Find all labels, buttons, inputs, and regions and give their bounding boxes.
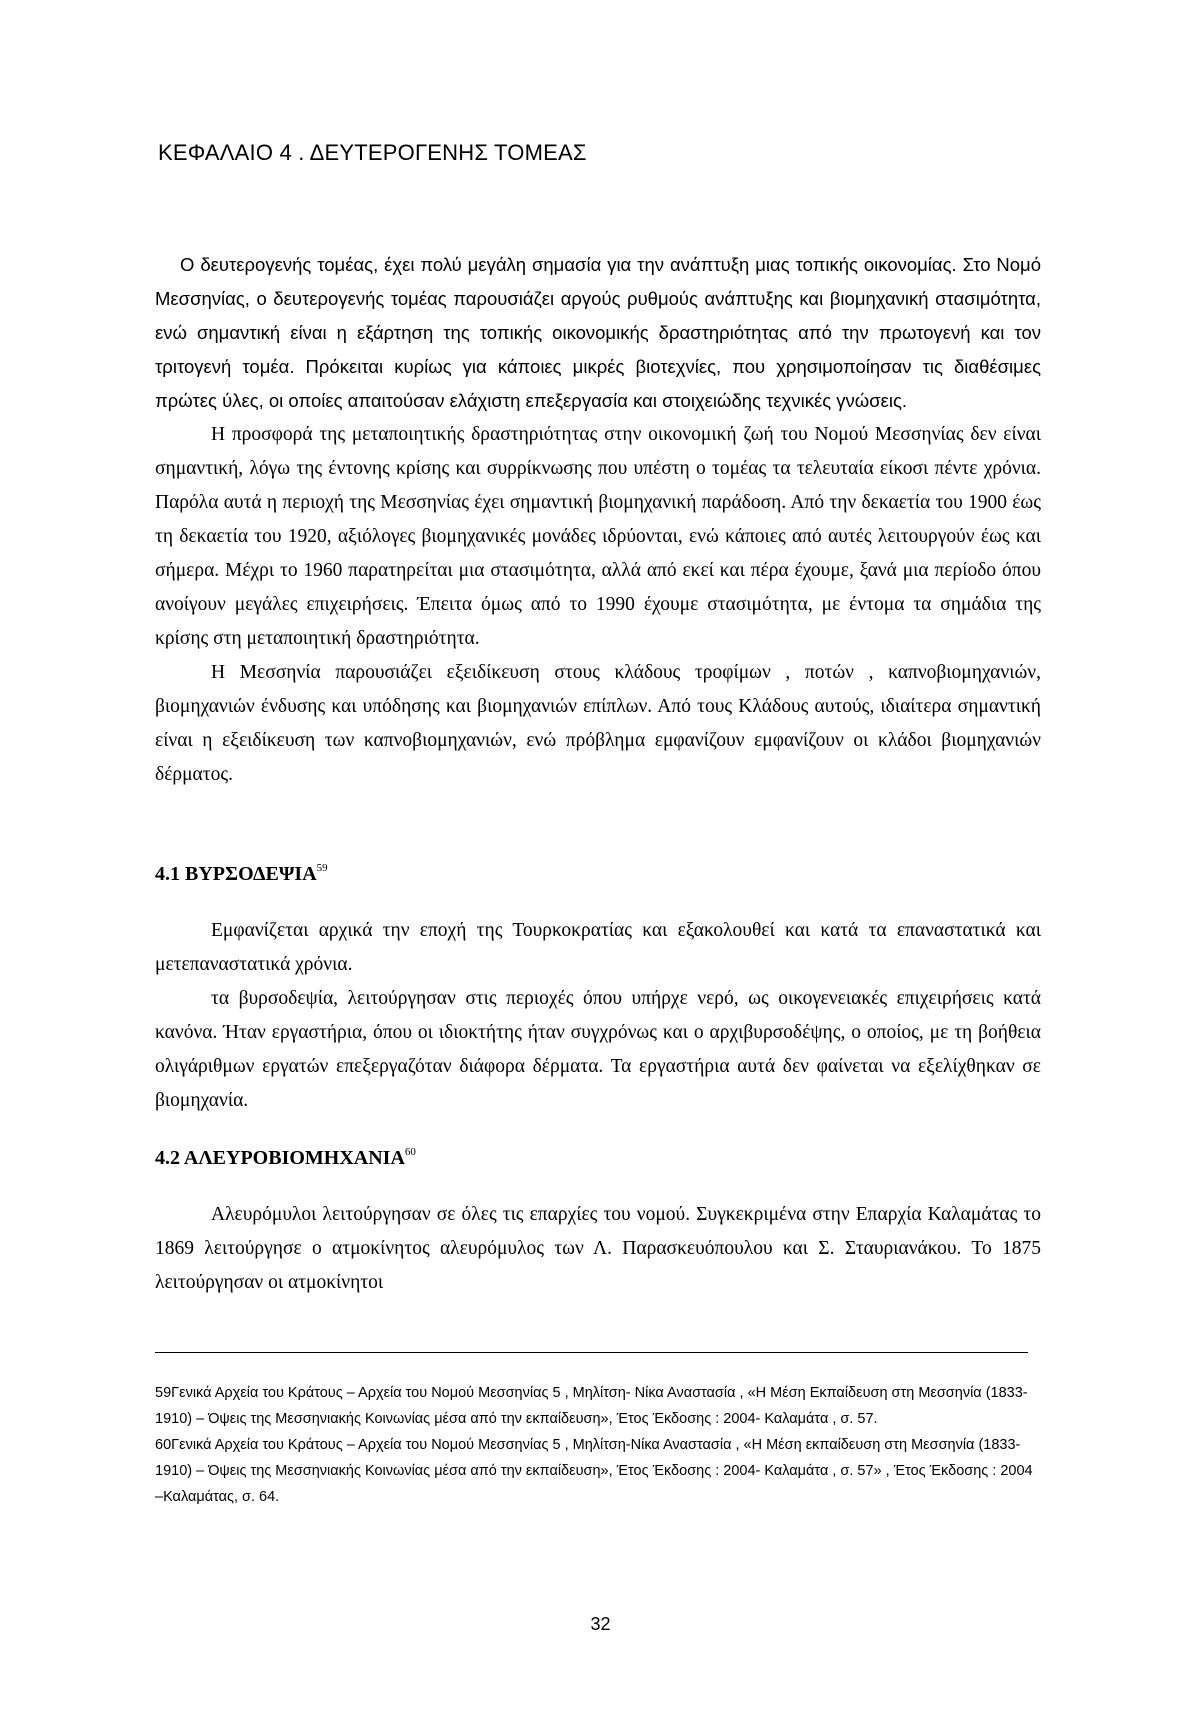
footnote-ref-60: 60 xyxy=(404,1146,416,1158)
footnotes xyxy=(155,1380,1035,1510)
section-heading-4-2-text: 4.2 ΑΛΕΥΡΟΒΙΟΜΗΧΑΝΙΑ xyxy=(155,1147,405,1169)
intro-paragraph-2: Η προσφορά της μεταποιητικής δραστηριότητας στην οικονομική ζωή του Νομού Μεσσηνίας δεν είναι σημαντική, λόγω της έντονης κρίσης και συρρίκνωσης που υπέστη ο τομέας τα τελευταία είκοσι πέντε χρόνια. Παρόλα αυτά η περιοχή της Μεσσηνίας έχει σημαντική βιομηχανική παράδοση. Από την δεκαετία του 1900 έως τη δεκαετία του 1920, αξιόλογες βιομηχανικές μονάδες ιδρύονται, ενώ κάποιες από αυτές λειτουργούν έως και σήμερα. Μέχρι το 1960 παρατηρείται μια στασιμότητα, αλλά από εκεί και πέρα έχουμε, ξανά μια περίοδο όπου ανοίγουν μεγάλες επιχειρήσεις. Έπειτα όμως από το 1990 έχουμε στασιμότητα, με έντομα τα σημάδια της κρίσης στη μεταποιητική δραστηριότητα. xyxy=(155,424,1041,649)
section-heading-4-1-text: 4.1 ΒΥΡΣΟΔΕΨΙΑ xyxy=(155,863,317,885)
section-4-2-body xyxy=(155,1198,1041,1300)
footnote-60: 60Γενικά Αρχεία του Κράτους – Αρχεία του Νομού Μεσσηνίας 5 , Μηλίτση-Νίκα Αναστασία , «Η Μέση εκπαίδευση στη Μεσσηνία (1833-1910) – Όψεις της Μεσσηνιακής Κοινωνίας μέσα από την εκπαίδευση», Έτος Έκδοσης : 2004- Καλαμάτα , σ. 57» , Έτος Έκδοσης : 2004 –Καλαμάτας, σ. 64. xyxy=(155,1437,1033,1505)
footnote-divider xyxy=(155,1352,1028,1353)
page-number: 32 xyxy=(590,1614,611,1634)
section-heading-4-2 xyxy=(155,1146,416,1170)
section-4-1-paragraph-1: Εμφανίζεται αρχικά την εποχή της Τουρκοκρατίας και εξακολουθεί και κατά τα επαναστατικά και μετεπαναστατικά χρόνια. xyxy=(155,920,1041,975)
section-4-1-body xyxy=(155,914,1041,1118)
footnote-59: 59Γενικά Αρχεία του Κράτους – Αρχεία του Νομού Μεσσηνίας 5 , Μηλίτση- Νίκα Αναστασία , «Η Μέση Εκπαίδευση στη Μεσσηνία (1833-1910) – Όψεις της Μεσσηνιακής Κοινωνίας μέσα από την εκπαίδευση», Έτος Έκδοσης : 2004- Καλαμάτα , σ. 57. xyxy=(155,1385,1028,1427)
intro-paragraph-1: Ο δευτερογενής τομέας, έχει πολύ μεγάλη σημασία για την ανάπτυξη μιας τοπικής οικονομίας. Στο Νομό Μεσσηνίας, ο δευτερογενής τομέας παρουσιάζει αργούς ρυθμούς ανάπτυξης και βιομηχανική στασιμότητα, ενώ σημαντική είναι η εξάρτηση της τοπικής οικονομικής δραστηριότητας από την πρωτογενή και τον τριτογενή τομέα. Πρόκειται κυρίως για κάποιες μικρές βιοτεχνίες, που χρησιμοποίησαν τις διαθέσιμες πρώτες ύλες, οι οποίες απαιτούσαν ελάχιστη επεξεργασία και στοιχειώδης τεχνικές γνώσεις. xyxy=(155,254,1041,411)
section-heading-4-1 xyxy=(155,862,328,886)
intro-paragraph-3: Η Μεσσηνία παρουσιάζει εξειδίκευση στους κλάδους τροφίμων , ποτών , καπνοβιομηχανιών, βιομηχανιών ένδυσης και υπόδησης και βιομηχανιών επίπλων. Από τους Κλάδους αυτούς, ιδιαίτερα σημαντική είναι η εξειδίκευση των καπνοβιομηχανιών, ενώ πρόβλημα εμφανίζουν εμφανίζουν οι κλάδοι βιομηχανιών δέρματος. xyxy=(155,662,1041,785)
intro-section xyxy=(155,248,1041,792)
section-4-2-paragraph-1: Αλευρόμυλοι λειτούργησαν σε όλες τις επαρχίες του νομού. Συγκεκριμένα στην Επαρχία Καλαμάτας το 1869 λειτούργησε ο ατμοκίνητος αλευρόμυλος των Λ. Παρασκευόπουλου και Σ. Σταυριανάκου. Το 1875 λειτούργησαν οι ατμοκίνητοι xyxy=(155,1204,1041,1293)
section-4-1-paragraph-2: τα βυρσοδεψία, λειτούργησαν στις περιοχές όπου υπήρχε νερό, ως οικογενειακές επιχειρήσεις κατά κανόνα. Ήταν εργαστήρια, όπου οι ιδιοκτήτης ήταν συγχρόνως και ο αρχιβυρσοδέψης, ο οποίος, με τη βοήθεια ολιγάριθμων εργατών επεξεργαζόταν διάφορα δέρματα. Τα εργαστήρια αυτά δεν φαίνεται να εξελίχθηκαν σε βιομηχανία. xyxy=(155,988,1041,1111)
footnote-ref-59: 59 xyxy=(316,862,328,874)
chapter-title: ΚΕΦΑΛΑΙΟ 4 . ΔΕΥΤΕΡΟΓΕΝΗΣ ΤΟΜΕΑΣ xyxy=(158,140,587,165)
